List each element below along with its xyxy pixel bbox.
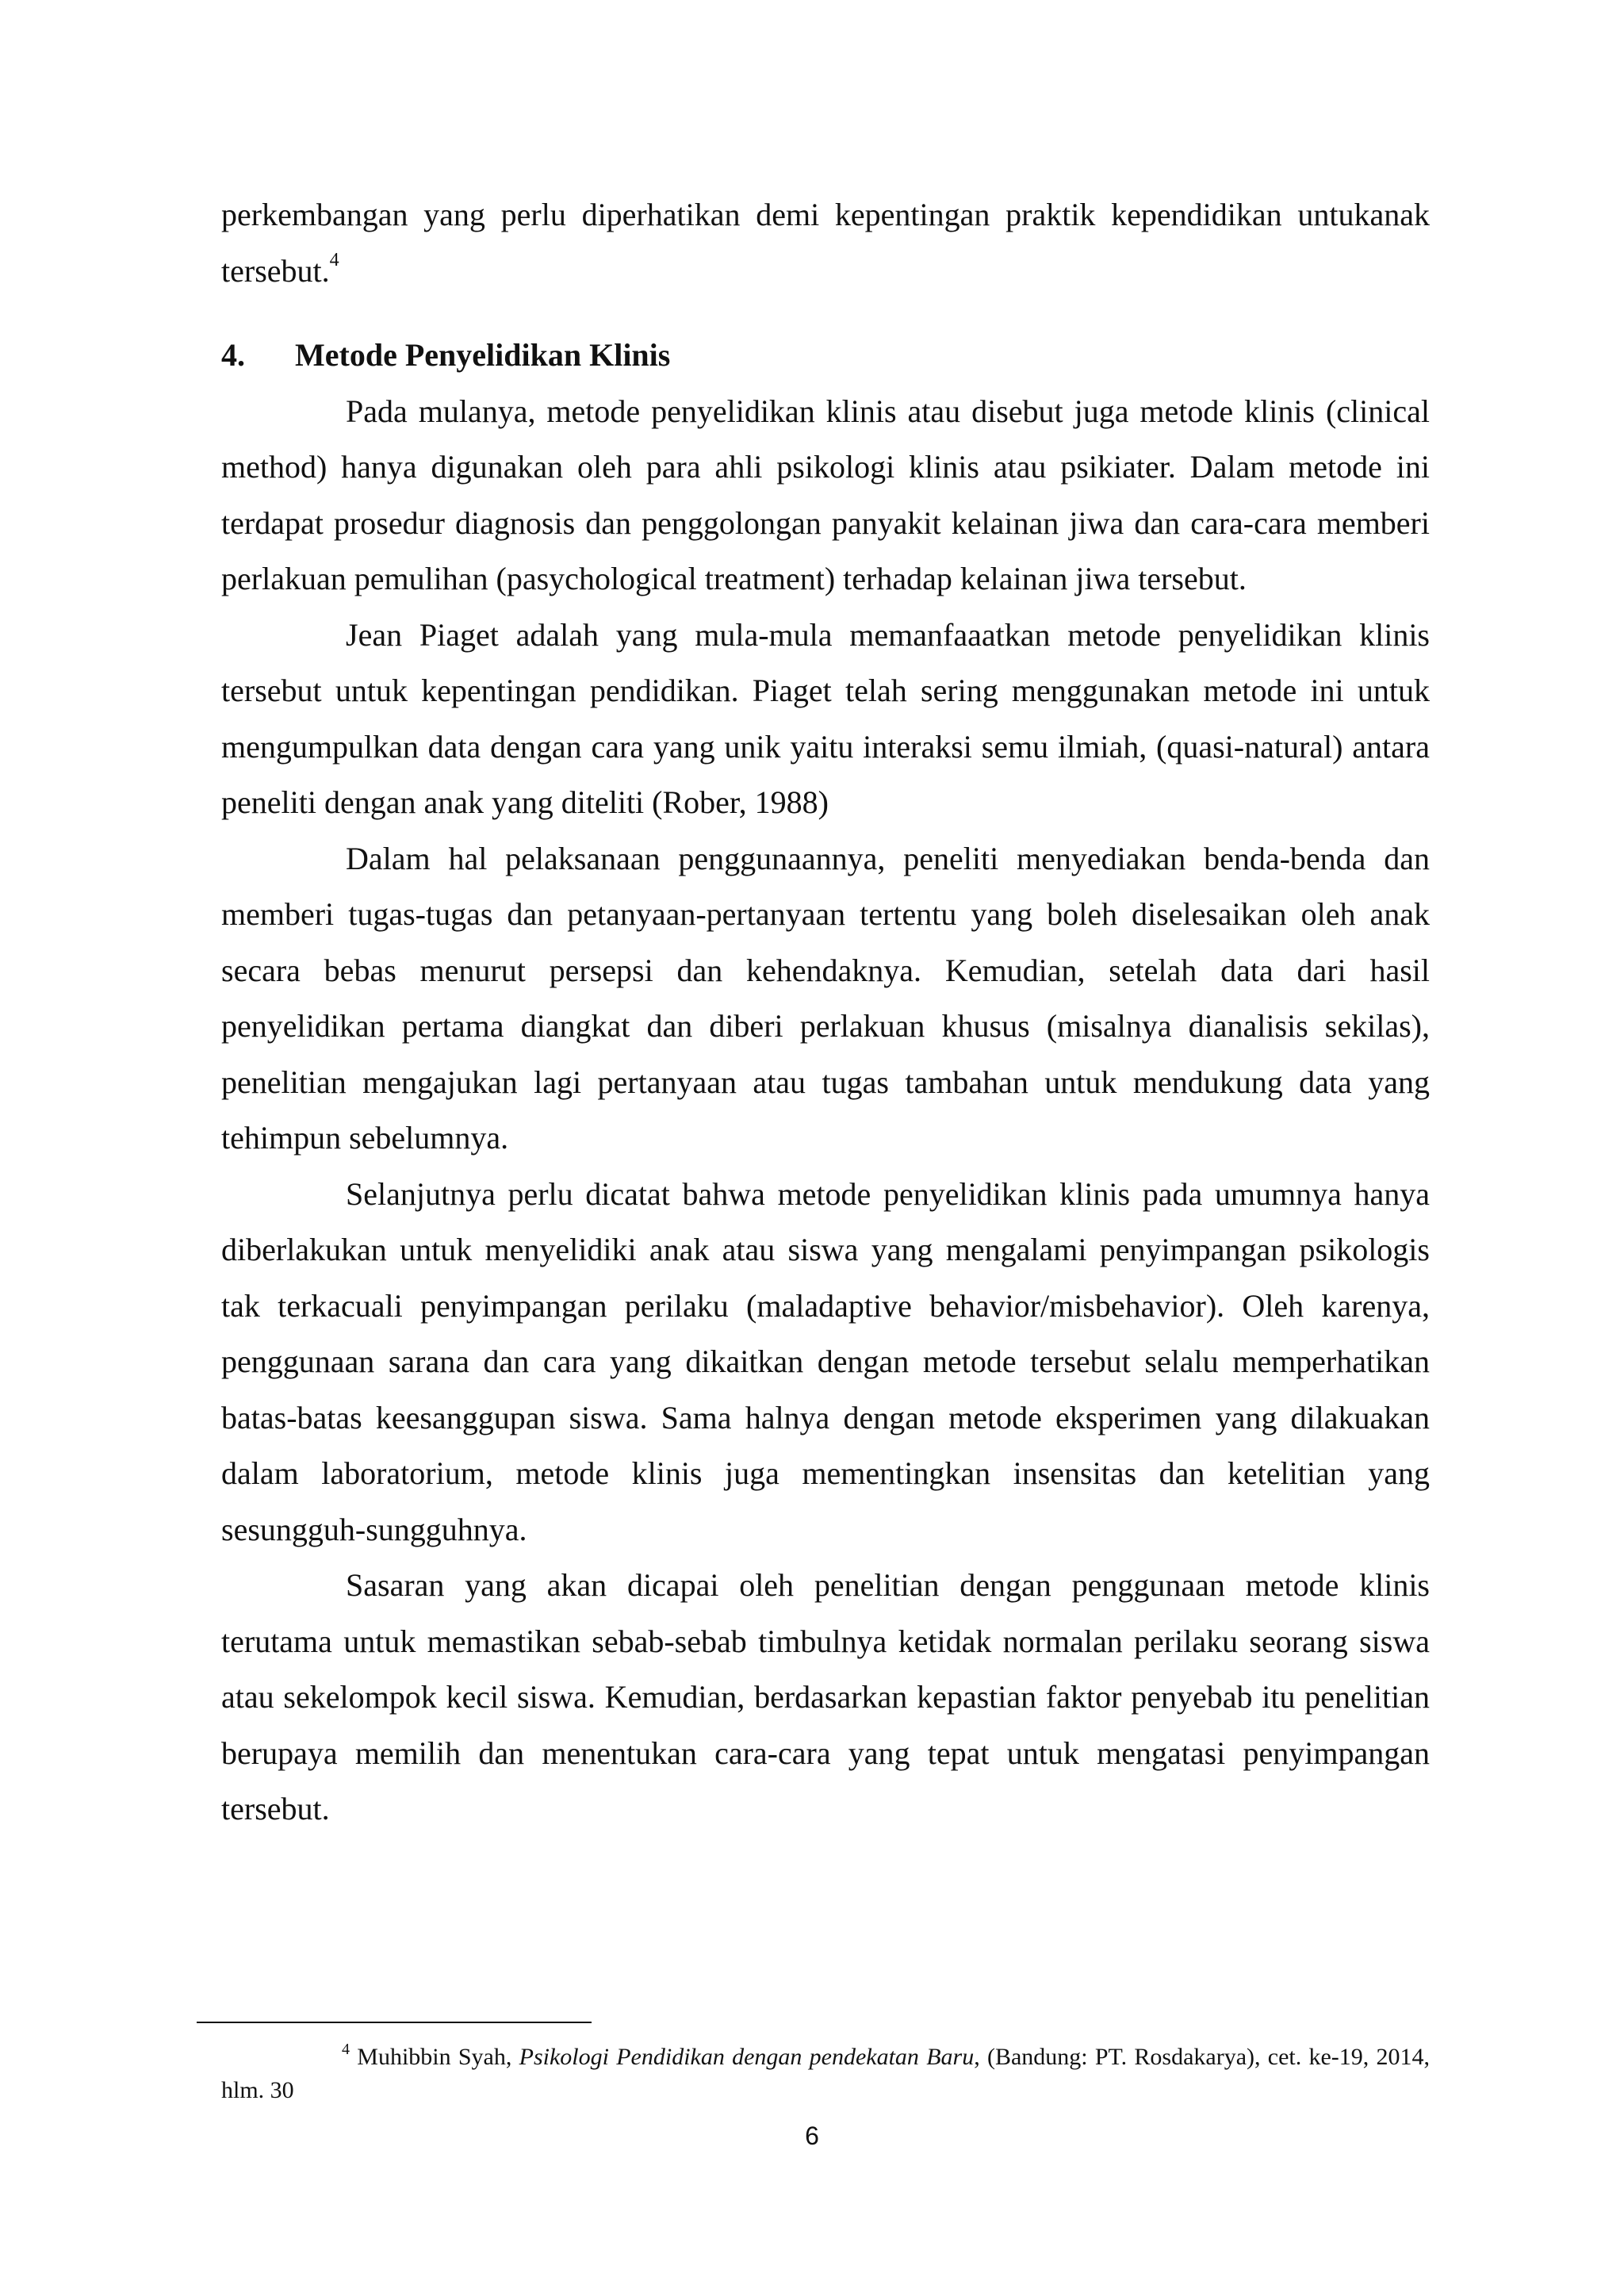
footnote-separator <box>197 2022 592 2023</box>
footnote-publication: , (Bandung: PT. Rosdakarya), cet. ke-19, 2014, hlm. 30 <box>221 2044 1431 2103</box>
body-text <box>221 187 1430 1838</box>
paragraph-2: Jean Piaget adalah yang mula-mula memanfaaatkan metode penyelidikan klinis tersebut untuk kepentingan pendidikan. Piaget telah sering menggunakan metode ini untuk mengumpulkan data dengan cara yang unik yaitu interaksi semu ilmiah, (quasi-natural) antara peneliti dengan anak yang diteliti (Rober, 1988) <box>221 616 1430 820</box>
paragraph-3: Dalam hal pelaksanaan penggunaannya, peneliti menyediakan benda-benda dan memberi tugas-tugas dan petanyaan-pertanyaan tertentu yang boleh diselesaikan oleh anak secara bebas menurut persepsi dan kehendaknya. Kemudian, setelah data dari hasil penyelidikan pertama diangkat dan diberi perlakuan khusus (misalnya dianalisis sekilas), penelitian mengajukan lagi pertanyaan atau tugas tambahan untuk mendukung data yang tehimpun sebelumnya. <box>221 840 1430 1156</box>
footnote-reference: 4 <box>329 249 339 270</box>
page-number: 6 <box>805 2122 819 2150</box>
footnote-mark: 4 <box>342 2041 350 2058</box>
paragraph-4: Selanjutnya perlu dicatat bahwa metode penyelidikan klinis pada umumnya hanya diberlakukan untuk menyelidiki anak atau siswa yang mengalami penyimpangan psikologis tak terkacuali penyimpangan perilaku (maladaptive behavior/misbehavior). Oleh karenya, penggunaan sarana dan cara yang dikaitkan dengan metode tersebut selalu memperhatikan batas-batas keesanggupan siswa. Sama halnya dengan metode eksperimen yang dilakuakan dalam laboratorium, metode klinis juga mementingkan insensitas dan ketelitian yang sesungguh-sungguhnya. <box>221 1175 1430 1547</box>
footnote-author: Muhibbin Syah, <box>357 2044 512 2070</box>
intro-paragraph <box>221 187 1430 299</box>
intro-text: perkembangan yang perlu diperhatikan demi kepentingan praktik kependidikan untukanak tersebut. <box>221 197 1430 289</box>
section-number: 4. <box>221 337 245 373</box>
paragraph-1: Pada mulanya, metode penyelidikan klinis atau disebut juga metode klinis (clinical method) hanya digunakan oleh para ahli psikologi klinis atau psikiater. Dalam metode ini terdapat prosedur diagnosis dan penggolongan panyakit kelainan jiwa dan cara-cara memberi perlakuan pemulihan (pasychological treatment) terhadap kelainan jiwa tersebut. <box>221 393 1430 596</box>
section-heading <box>221 328 1430 384</box>
paragraph-5: Sasaran yang akan dicapai oleh penelitian dengan penggunaan metode klinis terutama untuk memastikan sebab-sebab timbulnya ketidak normalan perilaku seorang siswa atau sekelompok kecil siswa. Kemudian, berdasarkan kepastian faktor penyebab itu penelitian berupaya memilih dan menentukan cara-cara yang tepat untuk mengatasi penyimpangan tersebut. <box>221 1567 1430 1826</box>
footnote <box>221 2041 1430 2107</box>
footnote-book-title: Psikologi Pendidikan dengan pendekatan Baru <box>519 2044 975 2070</box>
section-title: Metode Penyelidikan Klinis <box>295 337 671 373</box>
